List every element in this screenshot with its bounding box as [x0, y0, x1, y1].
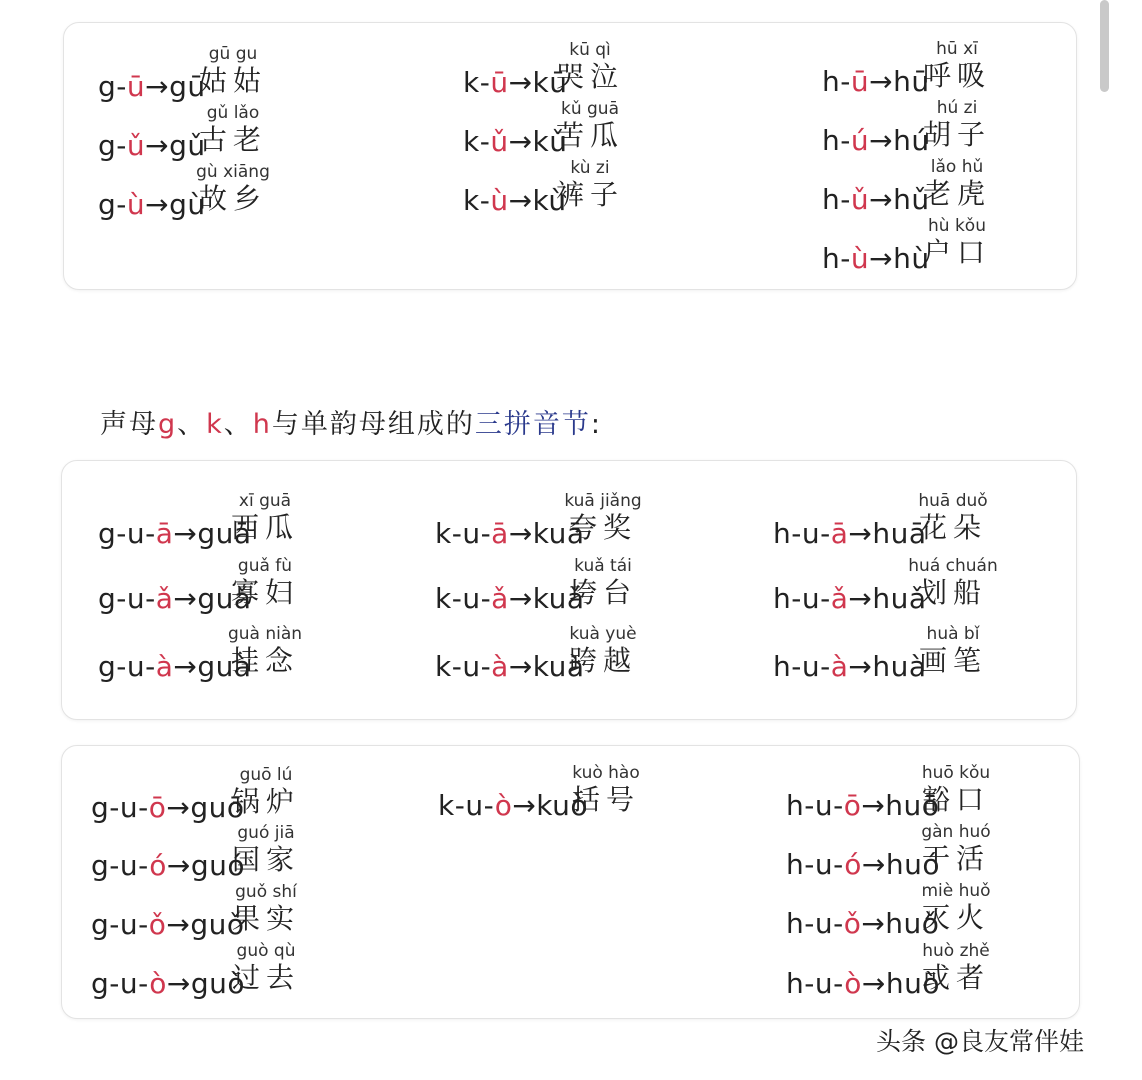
- formula-result: →guǒ: [166, 908, 245, 941]
- formula-tone-final: ū: [126, 70, 146, 103]
- example-pinyin: hù kǒu: [928, 216, 986, 236]
- formula-initial: g-: [98, 129, 127, 162]
- example-pinyin: kuò hào: [572, 763, 640, 783]
- formula-tone-final: à: [491, 650, 509, 683]
- formula-result: →kǔ: [508, 125, 568, 158]
- formula-result: →huó: [861, 848, 940, 881]
- example-word: [211, 765, 321, 819]
- formula-result: →hǔ: [869, 183, 930, 216]
- formula-initial: k-u-: [438, 789, 495, 822]
- example-hanzi: 故乡: [198, 182, 267, 215]
- example-hanzi: 画笔: [918, 644, 987, 677]
- example-pinyin: hū xī: [936, 39, 978, 59]
- heading-initial-k: k: [206, 409, 224, 440]
- formula-initial: k-: [463, 66, 491, 99]
- formula-initial: k-u-: [435, 582, 492, 615]
- example-pinyin: guǒ shí: [235, 882, 297, 902]
- formula-result: →kū: [508, 66, 568, 99]
- formula-result: →guō: [166, 791, 245, 824]
- formula-result: →kuò: [512, 789, 589, 822]
- example-word: [178, 103, 288, 157]
- formula-initial: k-u-: [435, 517, 492, 550]
- heading-text-1: 声母: [100, 409, 158, 440]
- formula-tone-final: ù: [126, 188, 146, 221]
- example-pinyin: miè huǒ: [921, 881, 991, 901]
- example-hanzi: 锅炉: [231, 785, 300, 818]
- formula-result: →gǔ: [145, 129, 206, 162]
- formula-tone-final: ù: [490, 184, 509, 217]
- example-pinyin: kuā jiǎng: [564, 491, 642, 511]
- example-pinyin: guà niàn: [227, 624, 303, 644]
- formula-tone-final: ò: [149, 967, 167, 1000]
- formula-tone-final: ū: [850, 65, 870, 98]
- formula-result: →guǎ: [173, 582, 252, 615]
- example-word: [548, 624, 658, 678]
- formula-tone-final: ǒ: [148, 908, 167, 941]
- formula-initial: g-u-: [98, 650, 156, 683]
- formula-result: →gū: [145, 70, 206, 103]
- example-hanzi: 姑姑: [198, 64, 267, 97]
- formula-initial: h-u-: [786, 907, 844, 940]
- example-hanzi: 划船: [918, 576, 987, 609]
- example-hanzi: 寡妇: [230, 576, 299, 609]
- formula-tone-final: ō: [148, 791, 167, 824]
- example-hanzi: 国家: [231, 843, 300, 876]
- example-pinyin: huá chuán: [908, 556, 998, 576]
- formula-tone-final: ǎ: [491, 582, 509, 615]
- example-pinyin: huà bǐ: [926, 624, 980, 644]
- example-pinyin: kū qì: [569, 40, 611, 60]
- formula-tone-final: ò: [844, 967, 862, 1000]
- example-hanzi: 哭泣: [555, 60, 624, 93]
- formula-result: →guà: [173, 650, 252, 683]
- example-word: [548, 556, 658, 610]
- formula-tone-final: ō: [843, 789, 862, 822]
- watermark: 头条 @良友常伴娃: [876, 1027, 1084, 1056]
- formula-initial: k-: [463, 125, 491, 158]
- example-word: [210, 491, 320, 545]
- formula-initial: g-u-: [98, 517, 156, 550]
- example-word: [902, 157, 1012, 211]
- example-hanzi: 灭火: [921, 901, 990, 934]
- example-hanzi: 户口: [922, 236, 991, 269]
- formula-initial: h-: [822, 242, 851, 275]
- example-hanzi: 果实: [231, 902, 300, 935]
- formula-result: →huǒ: [861, 907, 940, 940]
- formula-initial: g-u-: [91, 849, 150, 882]
- example-word: [178, 44, 288, 98]
- example-pinyin: gū gu: [208, 44, 258, 64]
- formula-tone-final: ā: [155, 517, 174, 550]
- example-pinyin: kù zi: [570, 158, 610, 178]
- example-word: [898, 624, 1008, 678]
- formula-initial: k-: [463, 184, 491, 217]
- formula-initial: h-u-: [773, 582, 831, 615]
- example-pinyin: huō kǒu: [921, 763, 991, 783]
- example-pinyin: kuà yuè: [569, 624, 637, 644]
- formula-initial: g-u-: [91, 967, 150, 1000]
- example-word: [535, 40, 645, 94]
- example-hanzi: 夸奖: [568, 511, 637, 544]
- formula-result: →kuǎ: [508, 582, 585, 615]
- example-hanzi: 挂念: [230, 644, 299, 677]
- formula-result: →huā: [848, 517, 927, 550]
- example-hanzi: 呼吸: [922, 59, 991, 92]
- formula-tone-final: ǔ: [850, 183, 870, 216]
- example-pinyin: guó jiā: [237, 823, 295, 843]
- example-word: [901, 822, 1011, 876]
- example-hanzi: 花朵: [918, 511, 987, 544]
- example-pinyin: huò zhě: [922, 941, 990, 961]
- heading-initial-h: h: [252, 409, 272, 440]
- example-word: [535, 158, 645, 212]
- heading-separator: 、: [223, 409, 253, 440]
- example-word: [178, 162, 288, 216]
- example-word: [901, 763, 1011, 817]
- formula-initial: h-: [822, 65, 851, 98]
- example-word: [901, 941, 1011, 995]
- scrollbar-thumb[interactable]: [1100, 0, 1109, 92]
- formula-result: →hū: [869, 65, 930, 98]
- formula-tone-final: ó: [844, 848, 862, 881]
- example-word: [211, 823, 321, 877]
- example-word: [210, 556, 320, 610]
- example-hanzi: 跨越: [568, 644, 637, 677]
- formula-initial: h-: [822, 124, 851, 157]
- heading-initial-g: g: [158, 409, 178, 440]
- formula-result: →kù: [508, 184, 567, 217]
- formula-result: →gù: [145, 188, 206, 221]
- formula-result: →guò: [166, 967, 246, 1000]
- example-word: [548, 491, 658, 545]
- formula-result: →huǎ: [848, 582, 927, 615]
- formula-initial: g-u-: [98, 582, 156, 615]
- example-word: [211, 882, 321, 936]
- example-pinyin: gàn huó: [921, 822, 991, 842]
- example-word: [901, 881, 1011, 935]
- example-word: [551, 763, 661, 817]
- formula-tone-final: à: [155, 650, 174, 683]
- formula-initial: h-u-: [786, 848, 845, 881]
- formula-tone-final: à: [830, 650, 849, 683]
- formula-tone-final: ú: [850, 124, 870, 157]
- example-word: [902, 98, 1012, 152]
- formula-initial: g-: [98, 188, 127, 221]
- example-word: [902, 39, 1012, 93]
- formula-result: →guā: [173, 517, 252, 550]
- formula-initial: h-u-: [786, 967, 845, 1000]
- heading-colon: :: [590, 409, 603, 440]
- example-pinyin: lǎo hǔ: [930, 157, 984, 177]
- example-pinyin: guǎ fù: [237, 556, 293, 576]
- formula-result: →huà: [848, 650, 927, 683]
- formula-result: →kuà: [508, 650, 585, 683]
- heading-text-3: 三拼音节: [474, 409, 591, 440]
- example-word: [898, 556, 1008, 610]
- formula-result: →guó: [166, 849, 246, 882]
- example-pinyin: hú zi: [936, 98, 978, 118]
- formula-tone-final: ǒ: [843, 907, 862, 940]
- example-pinyin: gù xiāng: [196, 162, 270, 182]
- formula-result: →hú: [869, 124, 930, 157]
- formula-initial: g-: [98, 70, 127, 103]
- example-pinyin: guō lú: [239, 765, 293, 785]
- example-pinyin: gǔ lǎo: [206, 103, 260, 123]
- formula-tone-final: ā: [491, 517, 509, 550]
- example-hanzi: 垮台: [568, 576, 637, 609]
- formula-result: →huò: [861, 967, 940, 1000]
- example-pinyin: kǔ guā: [560, 99, 619, 119]
- example-pinyin: xī guā: [238, 491, 292, 511]
- formula-initial: h-u-: [773, 517, 831, 550]
- example-hanzi: 西瓜: [230, 511, 299, 544]
- formula-initial: h-u-: [786, 789, 844, 822]
- example-pinyin: guò qù: [236, 941, 296, 961]
- formula-initial: h-: [822, 183, 851, 216]
- formula-tone-final: ǎ: [830, 582, 849, 615]
- heading-separator: 、: [177, 409, 207, 440]
- example-hanzi: 苦瓜: [555, 119, 624, 152]
- example-hanzi: 老虎: [922, 177, 991, 210]
- heading-text-2: 与单韵母组成的: [271, 409, 475, 440]
- example-word: [211, 941, 321, 995]
- formula-tone-final: ā: [830, 517, 849, 550]
- formula-tone-final: ǔ: [126, 129, 146, 162]
- example-word: [210, 624, 320, 678]
- formula-result: →kuā: [508, 517, 585, 550]
- example-word: [902, 216, 1012, 270]
- formula-initial: h-u-: [773, 650, 831, 683]
- formula-result: →hù: [869, 242, 930, 275]
- example-hanzi: 或者: [921, 961, 990, 994]
- formula-tone-final: ù: [850, 242, 870, 275]
- formula-initial: g-u-: [91, 908, 149, 941]
- example-hanzi: 胡子: [922, 118, 991, 151]
- formula-tone-final: ū: [490, 66, 509, 99]
- example-hanzi: 过去: [231, 961, 300, 994]
- example-hanzi: 干活: [921, 842, 990, 875]
- example-hanzi: 豁口: [921, 783, 990, 816]
- example-hanzi: 裤子: [555, 178, 624, 211]
- example-hanzi: 括号: [571, 783, 640, 816]
- example-word: [898, 491, 1008, 545]
- formula-result: →huō: [861, 789, 940, 822]
- example-hanzi: 古老: [198, 123, 267, 156]
- formula-tone-final: ǔ: [490, 125, 509, 158]
- formula-initial: k-u-: [435, 650, 492, 683]
- formula-tone-final: ò: [494, 789, 513, 822]
- example-word: [535, 99, 645, 153]
- formula-tone-final: ǎ: [155, 582, 174, 615]
- example-pinyin: kuǎ tái: [574, 556, 632, 576]
- section-heading: [100, 402, 602, 441]
- formula-tone-final: ó: [149, 849, 167, 882]
- formula-initial: g-u-: [91, 791, 149, 824]
- example-pinyin: huā duǒ: [918, 491, 988, 511]
